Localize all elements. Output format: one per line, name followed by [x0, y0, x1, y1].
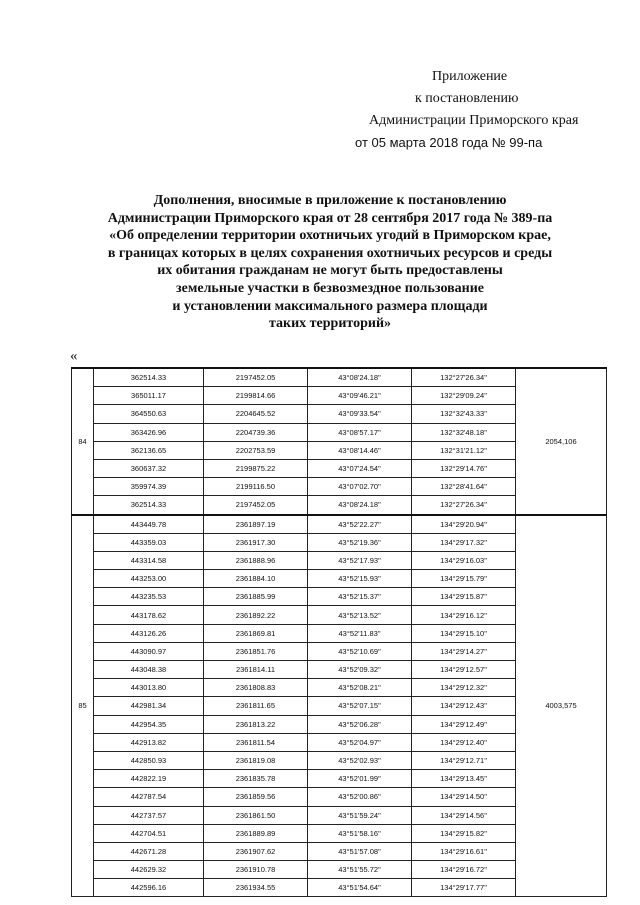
appendix-header: [355, 66, 615, 154]
longitude-cell: 134°29'16.12": [412, 606, 516, 624]
longitude-cell: 134°29'12.40": [412, 733, 516, 751]
title-line: земельные участки в безвозмездное пользование: [175, 280, 484, 296]
y-coordinate-cell: 2361892.22: [204, 606, 308, 624]
latitude-cell: 43°08'24.18": [308, 368, 412, 387]
plot-number-cell: 84: [72, 368, 94, 515]
x-coordinate-cell: 362136.65: [94, 441, 204, 459]
longitude-cell: 134°29'15.79": [412, 570, 516, 588]
x-coordinate-cell: 442850.93: [94, 751, 204, 769]
x-coordinate-cell: 443235.53: [94, 588, 204, 606]
longitude-cell: 134°29'12.57": [412, 661, 516, 679]
appendix-label: Приложение: [432, 69, 508, 84]
y-coordinate-cell: 2361884.10: [204, 570, 308, 588]
latitude-cell: 43°51'55.72": [308, 861, 412, 879]
y-coordinate-cell: 2197452.05: [204, 496, 308, 515]
longitude-cell: 134°29'14.50": [412, 788, 516, 806]
y-coordinate-cell: 2204645.52: [204, 405, 308, 423]
y-coordinate-cell: 2361813.22: [204, 715, 308, 733]
latitude-cell: 43°52'11.83": [308, 624, 412, 642]
longitude-cell: 134°29'15.10": [412, 624, 516, 642]
longitude-cell: 134°29'12.43": [412, 697, 516, 715]
table-row: [72, 515, 607, 534]
area-cell: 4003,575: [516, 515, 607, 897]
title-line: Администрации Приморского края от 28 сентября 2017 года № 389-па: [107, 210, 553, 226]
longitude-cell: 134°29'17.77": [412, 879, 516, 897]
y-coordinate-cell: 2361859.56: [204, 788, 308, 806]
latitude-cell: 43°07'24.54": [308, 459, 412, 477]
latitude-cell: 43°09'46.21": [308, 387, 412, 405]
latitude-cell: 43°52'00.86": [308, 788, 412, 806]
longitude-cell: 132°27'26.34": [412, 368, 516, 387]
latitude-cell: 43°52'02.93": [308, 751, 412, 769]
administration-label: Администрации Приморского края: [369, 113, 579, 128]
latitude-cell: 43°52'19.36": [308, 533, 412, 551]
x-coordinate-cell: 365011.17: [94, 387, 204, 405]
latitude-cell: 43°51'59.24": [308, 806, 412, 824]
longitude-cell: 132°29'14.76": [412, 459, 516, 477]
latitude-cell: 43°52'04.97": [308, 733, 412, 751]
y-coordinate-cell: 2202753.59: [204, 441, 308, 459]
y-coordinate-cell: 2361814.11: [204, 661, 308, 679]
y-coordinate-cell: 2361934.55: [204, 879, 308, 897]
x-coordinate-cell: 362514.33: [94, 496, 204, 515]
title-line: Дополнения, вносимые в приложение к постановлению: [153, 193, 507, 208]
title-line: таких территорий»: [268, 316, 392, 332]
latitude-cell: 43°52'08.21": [308, 679, 412, 697]
longitude-cell: 132°27'26.34": [412, 496, 516, 515]
coordinates-table: [71, 367, 607, 897]
y-coordinate-cell: 2199814.66: [204, 387, 308, 405]
latitude-cell: 43°52'15.93": [308, 570, 412, 588]
longitude-cell: 134°29'16.72": [412, 861, 516, 879]
latitude-cell: 43°51'54.64": [308, 879, 412, 897]
longitude-cell: 132°31'21.12": [412, 441, 516, 459]
x-coordinate-cell: 363426.96: [94, 423, 204, 441]
y-coordinate-cell: 2361819.08: [204, 751, 308, 769]
opening-quote-mark: «: [70, 348, 78, 364]
latitude-cell: 43°09'33.54": [308, 405, 412, 423]
title-line: в границах которых в целях сохранения охотничьих ресурсов и среды: [107, 245, 553, 261]
longitude-cell: 132°32'43.33": [412, 405, 516, 423]
coordinates-table-body: [72, 368, 607, 897]
latitude-cell: 43°52'01.99": [308, 770, 412, 788]
longitude-cell: 134°29'14.56": [412, 806, 516, 824]
y-coordinate-cell: 2199116.50: [204, 478, 308, 496]
x-coordinate-cell: 442596.16: [94, 879, 204, 897]
latitude-cell: 43°52'17.93": [308, 551, 412, 569]
y-coordinate-cell: 2361861.50: [204, 806, 308, 824]
document-title: [60, 192, 600, 333]
latitude-cell: 43°51'57.08": [308, 842, 412, 860]
y-coordinate-cell: 2361897.19: [204, 515, 308, 534]
x-coordinate-cell: 359974.39: [94, 478, 204, 496]
y-coordinate-cell: 2199875.22: [204, 459, 308, 477]
x-coordinate-cell: 443013.80: [94, 679, 204, 697]
x-coordinate-cell: 442737.57: [94, 806, 204, 824]
x-coordinate-cell: 442629.32: [94, 861, 204, 879]
y-coordinate-cell: 2361869.81: [204, 624, 308, 642]
y-coordinate-cell: 2361811.65: [204, 697, 308, 715]
y-coordinate-cell: 2361835.78: [204, 770, 308, 788]
latitude-cell: 43°52'09.32": [308, 661, 412, 679]
longitude-cell: 132°29'09.24": [412, 387, 516, 405]
title-line: их обитания гражданам не могут быть предоставлены: [157, 263, 503, 279]
latitude-cell: 43°08'14.46": [308, 441, 412, 459]
longitude-cell: 134°29'16.61": [412, 842, 516, 860]
y-coordinate-cell: 2361917.30: [204, 533, 308, 551]
x-coordinate-cell: 442981.34: [94, 697, 204, 715]
y-coordinate-cell: 2361888.96: [204, 551, 308, 569]
x-coordinate-cell: 443253.00: [94, 570, 204, 588]
to-resolution-label: к постановлению: [415, 91, 519, 106]
longitude-cell: 134°29'15.87": [412, 588, 516, 606]
longitude-cell: 134°29'16.03": [412, 551, 516, 569]
title-line: и установлении максимального размера площади: [172, 298, 488, 314]
x-coordinate-cell: 443359.03: [94, 533, 204, 551]
x-coordinate-cell: 442954.35: [94, 715, 204, 733]
resolution-date-number: от 05 марта 2018 года № 99-па: [355, 135, 543, 150]
longitude-cell: 132°28'41.64": [412, 478, 516, 496]
longitude-cell: 134°29'12.32": [412, 679, 516, 697]
x-coordinate-cell: 443449.78: [94, 515, 204, 534]
x-coordinate-cell: 362514.33: [94, 368, 204, 387]
x-coordinate-cell: 442913.82: [94, 733, 204, 751]
x-coordinate-cell: 360637.32: [94, 459, 204, 477]
latitude-cell: 43°08'24.18": [308, 496, 412, 515]
y-coordinate-cell: 2197452.05: [204, 368, 308, 387]
x-coordinate-cell: 443090.97: [94, 642, 204, 660]
latitude-cell: 43°52'07.15": [308, 697, 412, 715]
area-cell: 2054,106: [516, 368, 607, 515]
x-coordinate-cell: 443314.58: [94, 551, 204, 569]
plot-number-cell: 85: [72, 515, 94, 897]
table-row: [72, 368, 607, 387]
y-coordinate-cell: 2361889.89: [204, 824, 308, 842]
latitude-cell: 43°08'57.17": [308, 423, 412, 441]
x-coordinate-cell: 443048.38: [94, 661, 204, 679]
x-coordinate-cell: 364550.63: [94, 405, 204, 423]
latitude-cell: 43°52'10.69": [308, 642, 412, 660]
longitude-cell: 132°32'48.18": [412, 423, 516, 441]
y-coordinate-cell: 2361851.76: [204, 642, 308, 660]
y-coordinate-cell: 2361811.54: [204, 733, 308, 751]
x-coordinate-cell: 442787.54: [94, 788, 204, 806]
longitude-cell: 134°29'14.27": [412, 642, 516, 660]
y-coordinate-cell: 2361808.83: [204, 679, 308, 697]
x-coordinate-cell: 442822.19: [94, 770, 204, 788]
latitude-cell: 43°52'22.27": [308, 515, 412, 534]
title-line: «Об определении территории охотничьих угодий в Приморском крае,: [109, 228, 551, 244]
latitude-cell: 43°52'13.52": [308, 606, 412, 624]
x-coordinate-cell: 442671.28: [94, 842, 204, 860]
latitude-cell: 43°52'06.28": [308, 715, 412, 733]
y-coordinate-cell: 2361910.78: [204, 861, 308, 879]
y-coordinate-cell: 2361885.99: [204, 588, 308, 606]
x-coordinate-cell: 442704.51: [94, 824, 204, 842]
longitude-cell: 134°29'12.49": [412, 715, 516, 733]
latitude-cell: 43°07'02.70": [308, 478, 412, 496]
longitude-cell: 134°29'12.71": [412, 751, 516, 769]
y-coordinate-cell: 2361907.62: [204, 842, 308, 860]
longitude-cell: 134°29'17.32": [412, 533, 516, 551]
longitude-cell: 134°29'20.94": [412, 515, 516, 534]
longitude-cell: 134°29'13.45": [412, 770, 516, 788]
x-coordinate-cell: 443126.26: [94, 624, 204, 642]
latitude-cell: 43°52'15.37": [308, 588, 412, 606]
x-coordinate-cell: 443178.62: [94, 606, 204, 624]
latitude-cell: 43°51'58.16": [308, 824, 412, 842]
longitude-cell: 134°29'15.82": [412, 824, 516, 842]
y-coordinate-cell: 2204739.36: [204, 423, 308, 441]
